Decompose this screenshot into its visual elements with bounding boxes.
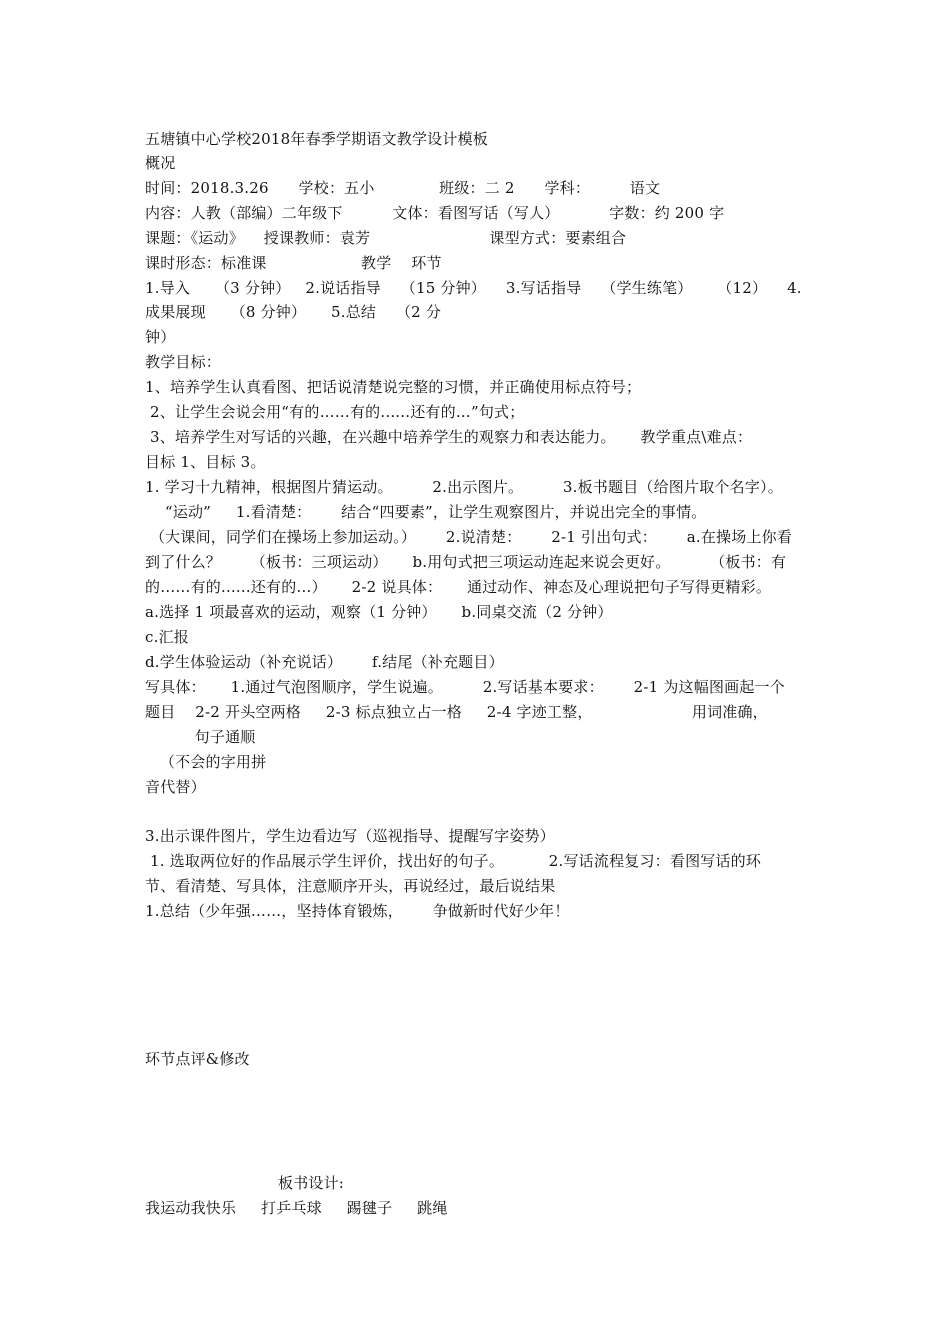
steps-line-1: 1.导入 （3 分钟） 2.说话指导 （15 分钟） 3.写话指导 （学生练笔） （12） 4.	[145, 279, 802, 297]
board-design-line: 我运动我快乐 打乒乓球 踢毽子 跳绳	[145, 1199, 448, 1217]
paragraph-line: （大课间，同学们在操场上参加运动。） 2.说清楚： 2-1 引出句式： a.在操场上你看	[145, 528, 793, 546]
steps-line-2: 成果展现 （8 分钟） 5.总结 （2 分	[145, 303, 442, 321]
paragraph-line: 的……有的......还有的…） 2-2 说具体： 通过动作、神态及心理说把句子写得更精彩。	[145, 578, 772, 596]
paragraph-line: 节、看清楚、写具体，注意顺序开头，再说经过，最后说结果	[145, 877, 556, 895]
goal-2: 2、让学生会说会用“有的……有的......还有的…”句式；	[145, 403, 525, 421]
paragraph-line: a.选择 1 项最喜欢的运动，观察（1 分钟） b.同桌交流（2 分钟）	[145, 603, 613, 621]
goal-3: 3、培养学生对写话的兴趣，在兴趣中培养学生的观察力和表达能力。 教学重点\难点：	[145, 428, 753, 446]
paragraph-line: 句子通顺	[145, 728, 256, 746]
goal-4: 目标 1、目标 3。	[145, 453, 266, 471]
paragraph-line: 1.总结（少年强……，坚持体育锻炼， 争做新时代好少年！	[145, 902, 570, 920]
paragraph-line: 写具体： 1.通过气泡图顺序，学生说遍。 2.写话基本要求： 2-1 为这幅图画起一个	[145, 678, 785, 696]
content-line: 内容：人教（部编）二年级下 文体：看图写话（写人） 字数：约 200 字	[145, 204, 725, 222]
steps-line-3: 钟）	[145, 328, 176, 346]
paragraph-line: d.学生体验运动（补充说话） f.结尾（补充题目）	[145, 653, 504, 671]
paragraph-line: 1. 学习十九精神，根据图片猜运动。 2.出示图片。 3.板书题目（给图片取个名字）。	[145, 478, 783, 496]
paragraph-line: 音代替）	[145, 778, 206, 796]
overview-heading: 概况	[145, 154, 176, 172]
document-title: 五塘镇中心学校2018年春季学期语文教学设计模板	[145, 130, 488, 148]
board-design-title: 板书设计:	[278, 1174, 345, 1192]
goals-heading: 教学目标：	[145, 353, 222, 371]
review-heading: 环节点评&修改	[145, 1050, 250, 1068]
paragraph-line: （不会的字用拼	[145, 753, 267, 771]
paragraph-line: 3.出示课件图片，学生边看边写（巡视指导、提醒写字姿势）	[145, 827, 555, 845]
paragraph-line: 到了什么？ （板书：三项运动） b.用句式把三项运动连起来说会更好。 （板书：有	[145, 553, 787, 571]
paragraph-line: 题目 2-2 开头空两格 2-3 标点独立占一格 2-4 字迹工整， 用词准确，	[145, 703, 768, 721]
paragraph-line: “运动” 1.看清楚： 结合“四要素”，让学生观察图片，并说出完全的事情。	[145, 503, 707, 521]
time-line: 时间：2018.3.26 学校：五小 班级：二 2 学科： 语文	[145, 179, 661, 197]
form-line: 课时形态：标准课 教学 环节	[145, 254, 442, 272]
paragraph-line: 1. 选取两位好的作品展示学生评价，找出好的句子。 2.写话流程复习：看图写话的环	[145, 852, 762, 870]
paragraph-line: c.汇报	[145, 628, 189, 646]
goal-1: 1、培养学生认真看图、把话说清楚说完整的习惯，并正确使用标点符号；	[145, 378, 642, 396]
topic-line: 课题：《运动》 授课教师：袁芳 课型方式：要素组合	[145, 229, 627, 247]
